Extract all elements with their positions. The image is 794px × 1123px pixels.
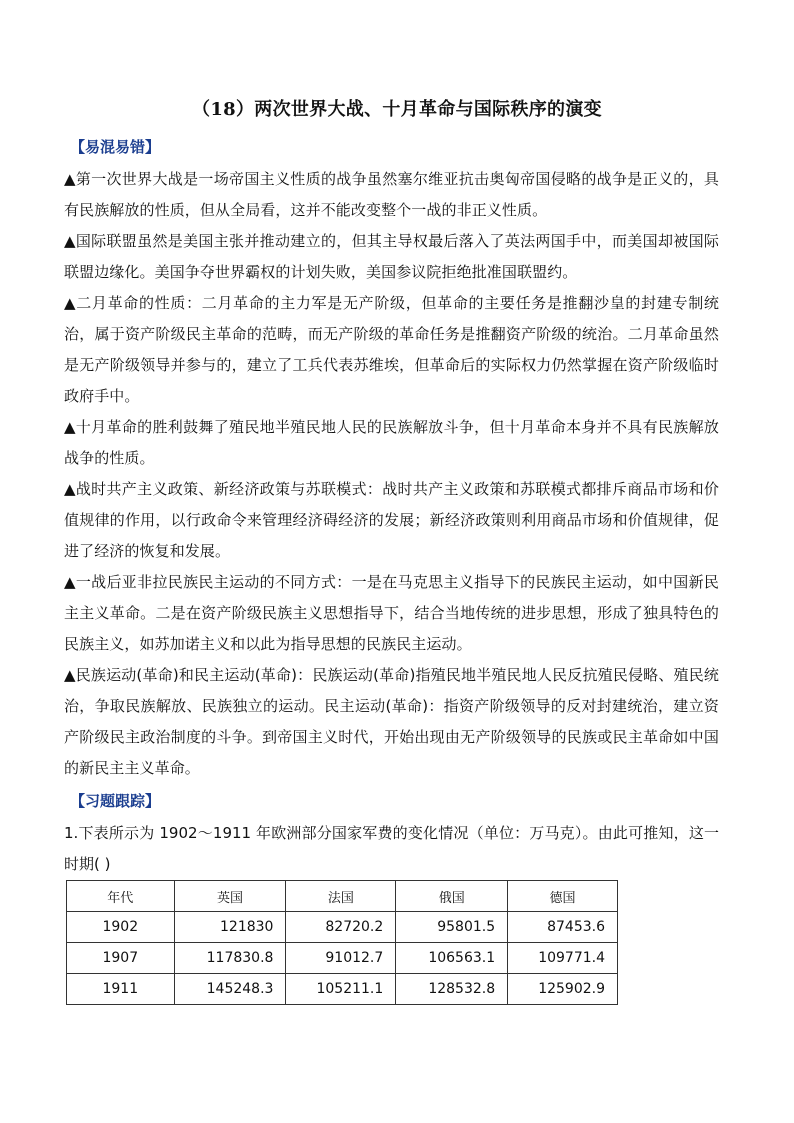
table-cell: 95801.5 bbox=[396, 912, 508, 943]
point-item: ▲战时共产主义政策、新经济政策与苏联模式：战时共产主义政策和苏联模式都排斥商品市场和价值规律的作用，以行政命令来管理经济碍经济的发展；新经济政策则利用商品市场和价值规律，促进了经济的恢复和发展。 bbox=[64, 480, 719, 560]
table-row bbox=[67, 974, 618, 1005]
point-item: ▲二月革命的性质：二月革命的主力军是无产阶级，但革命的主要任务是推翻沙皇的封建专制统治，属于资产阶级民主革命的范畴，而无产阶级的革命任务是推翻资产阶级的统治。二月革命虽然是无产阶级领导并参与的，建立了工兵代表苏维埃，但革命后的实际权力仍然掌握在资产阶级临时政府手中。 bbox=[64, 294, 719, 405]
point-item: ▲一战后亚非拉民族民主运动的不同方式：一是在马克思主义指导下的民族民主运动，如中国新民主主义革命。二是在资产阶级民族主义思想指导下，结合当地传统的进步思想，形成了独具特色的民族主义，如苏加诺主义和以此为指导思想的民族民主运动。 bbox=[64, 573, 719, 653]
table-cell: 125902.9 bbox=[508, 974, 618, 1005]
table-cell: 82720.2 bbox=[286, 912, 396, 943]
table-cell: 106563.1 bbox=[396, 943, 508, 974]
column-header: 法国 bbox=[286, 881, 396, 912]
table-cell: 109771.4 bbox=[508, 943, 618, 974]
question-text: 1.下表所示为 1902～1911 年欧洲部分国家军费的变化情况（单位：万马克）。由此可推知，这一时期( ) bbox=[64, 824, 719, 873]
point-item: ▲国际联盟虽然是美国主张并推动建立的，但其主导权最后落入了英法两国手中，而美国却被国际联盟边缘化。美国争夺世界霸权的计划失败，美国参议院拒绝批准国联盟约。 bbox=[64, 232, 719, 281]
point-item: ▲民族运动(革命)和民主运动(革命)：民族运动(革命)指殖民地半殖民地人民反抗殖民侵略、殖民统治，争取民族解放、民族独立的运动。民主运动(革命)：指资产阶级领导的反对封建统治，建立资产阶级民主政治制度的斗争。到帝国主义时代，开始出现由无产阶级领导的民族或民主革命如中国的新民主主义革命。 bbox=[64, 666, 719, 777]
table-cell: 121830 bbox=[174, 912, 286, 943]
table-cell: 91012.7 bbox=[286, 943, 396, 974]
section-heading-common-mistakes: 【易混易错】 bbox=[70, 138, 161, 156]
table-cell: 117830.8 bbox=[174, 943, 286, 974]
table-row bbox=[67, 943, 618, 974]
table-cell: 1902 bbox=[67, 912, 175, 943]
table-cell: 128532.8 bbox=[396, 974, 508, 1005]
table-header-row bbox=[67, 881, 618, 912]
table-cell: 1911 bbox=[67, 974, 175, 1005]
section-heading-exercises: 【习题跟踪】 bbox=[70, 792, 161, 810]
point-item: ▲第一次世界大战是一场帝国主义性质的战争虽然塞尔维亚抗击奥匈帝国侵略的战争是正义的，具有民族解放的性质，但从全局看，这并不能改变整个一战的非正义性质。 bbox=[64, 170, 719, 219]
page-title: （18）两次世界大战、十月革命与国际秩序的演变 bbox=[192, 99, 602, 120]
table-cell: 145248.3 bbox=[174, 974, 286, 1005]
column-header: 年代 bbox=[67, 881, 175, 912]
column-header: 英国 bbox=[174, 881, 286, 912]
table-cell: 1907 bbox=[67, 943, 175, 974]
table-cell: 105211.1 bbox=[286, 974, 396, 1005]
military-expenditure-table bbox=[66, 880, 618, 1005]
common-mistakes-list bbox=[64, 164, 719, 784]
point-item: ▲十月革命的胜利鼓舞了殖民地半殖民地人民的民族解放斗争，但十月革命本身并不具有民族解放战争的性质。 bbox=[64, 418, 719, 467]
column-header: 德国 bbox=[508, 881, 618, 912]
column-header: 俄国 bbox=[396, 881, 508, 912]
table-row bbox=[67, 912, 618, 943]
table-cell: 87453.6 bbox=[508, 912, 618, 943]
